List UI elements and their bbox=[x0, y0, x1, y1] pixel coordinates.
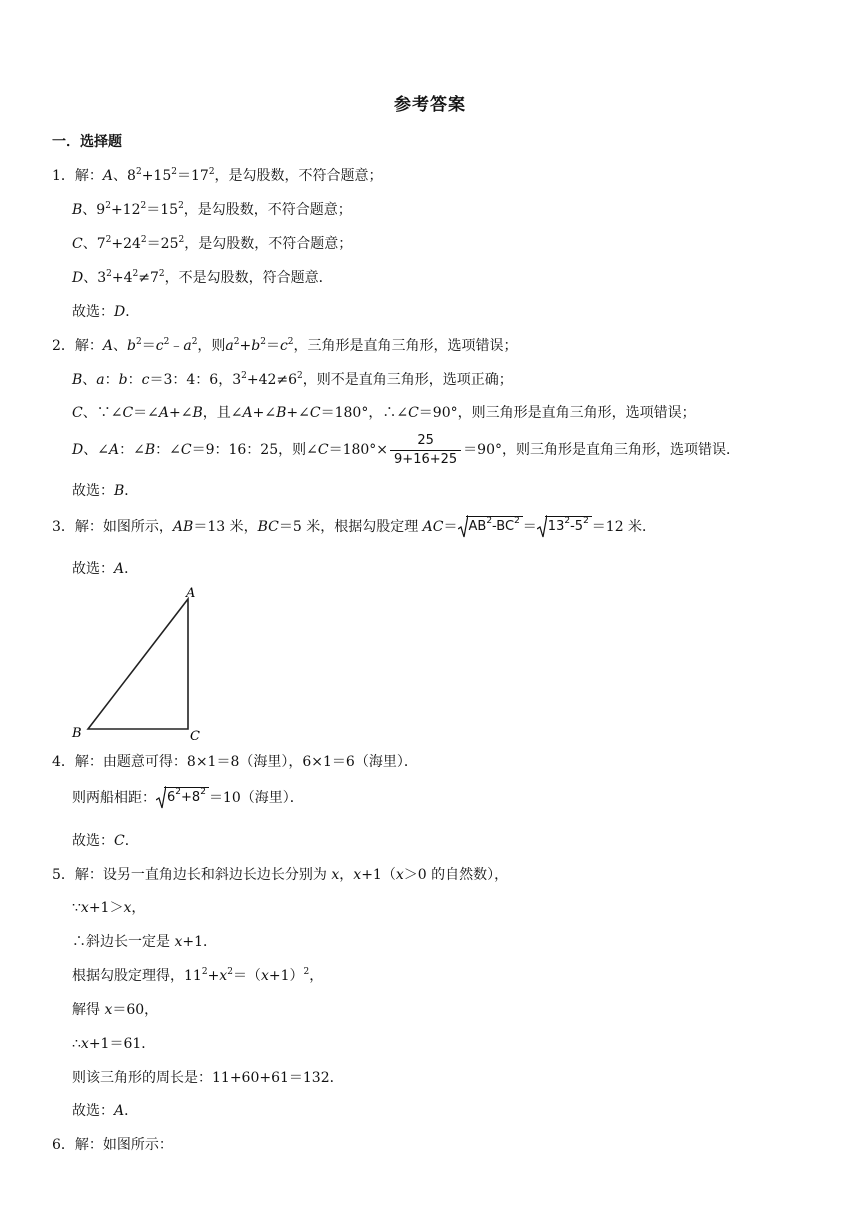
page-title: 参考答案 bbox=[394, 95, 466, 115]
q5-line-7: 则该三角形的周长是：11+60+61＝132． bbox=[72, 1070, 344, 1086]
q4-line-b: 则两船相距： $6^2+8^2 =10$（海里）． bbox=[72, 783, 304, 813]
q1-line-d: D、$3^2+4^2\ne 7^2$，不是勾股数，符合题意． bbox=[72, 269, 333, 286]
q2-line-d: D、∠A：∠B：∠C＝9：16：25，则∠C＝180°× $\frac{25}{9+16+25}$ ＝90°，则三角形是直角三角形，选项错误． bbox=[72, 432, 740, 467]
q4-line-a: 4．解：由题意可得：8×1＝8（海里），6×1＝6（海里）． bbox=[52, 754, 418, 770]
radical: $6^2+8^2$ bbox=[156, 783, 209, 813]
vertex-label-a: A bbox=[186, 586, 196, 601]
q2-answer: 故选：B． bbox=[72, 483, 139, 499]
q2-line-c: C、∵∠C＝∠A+∠B，且∠A+∠B+∠C＝180°，∴∠C＝90°，则三角形是直角三角形，选项错误； bbox=[72, 405, 696, 421]
q2-line-a: 2．解：A、$b^2=c^2﹣a^2$，则$a^2+b^2=c^2$，三角形是直角三角形，选项错误； bbox=[52, 337, 518, 354]
q1-line-c: C、$7^2+24^2=25^2$，是勾股数，不符合题意； bbox=[72, 235, 353, 252]
triangle-figure bbox=[64, 585, 214, 745]
q5-line-4: 根据勾股定理得，$11^2+x^2=(x+1)^2$， bbox=[72, 967, 324, 984]
q4-answer: 故选：C． bbox=[72, 833, 139, 849]
q5-answer: 故选：A． bbox=[72, 1103, 139, 1119]
q3-answer: 故选：A． bbox=[72, 561, 139, 577]
radical: $AB^2-BC^2$ bbox=[458, 510, 523, 544]
vertex-label-b: B bbox=[72, 726, 82, 741]
q6-line-1: 6．解：如图所示： bbox=[52, 1137, 173, 1153]
fraction: $\frac{25}{9+16+25}$ bbox=[390, 432, 461, 469]
q5-line-2: ∵x+1＞x， bbox=[72, 900, 146, 916]
q1-line-a: 1．解：A、$8^2+15^2=17^2$，是勾股数，不符合题意； bbox=[52, 167, 383, 184]
q1-line-b: B、$9^2+12^2=15^2$，是勾股数，不符合题意； bbox=[72, 201, 352, 218]
q1-answer: 故选：D． bbox=[72, 304, 140, 320]
q3-line-a: 3．解：如图所示，AB＝13 米，BC＝5 米，根据勾股定理 $AC= AB^2-BC^2 = 13^2-5^2 =12$ 米． bbox=[52, 510, 656, 544]
vertex-label-c: C bbox=[190, 729, 200, 744]
q5-line-6: ∴x+1＝61． bbox=[72, 1036, 156, 1052]
q5-line-5: 解得 x＝60， bbox=[72, 1002, 159, 1018]
q5-line-3: ∴斜边长一定是 x+1． bbox=[72, 934, 217, 950]
radical: $13^2-5^2$ bbox=[537, 510, 592, 544]
q2-line-b: B、a：b：c＝3：4：6，$3^2+42\ne 6^2$，则不是直角三角形，选项正确； bbox=[72, 371, 513, 388]
q5-line-1: 5．解：设另一直角边长和斜边长边长分别为 x，x+1（x＞0 的自然数）， bbox=[52, 867, 509, 883]
section-heading: 一．选择题 bbox=[52, 134, 122, 150]
